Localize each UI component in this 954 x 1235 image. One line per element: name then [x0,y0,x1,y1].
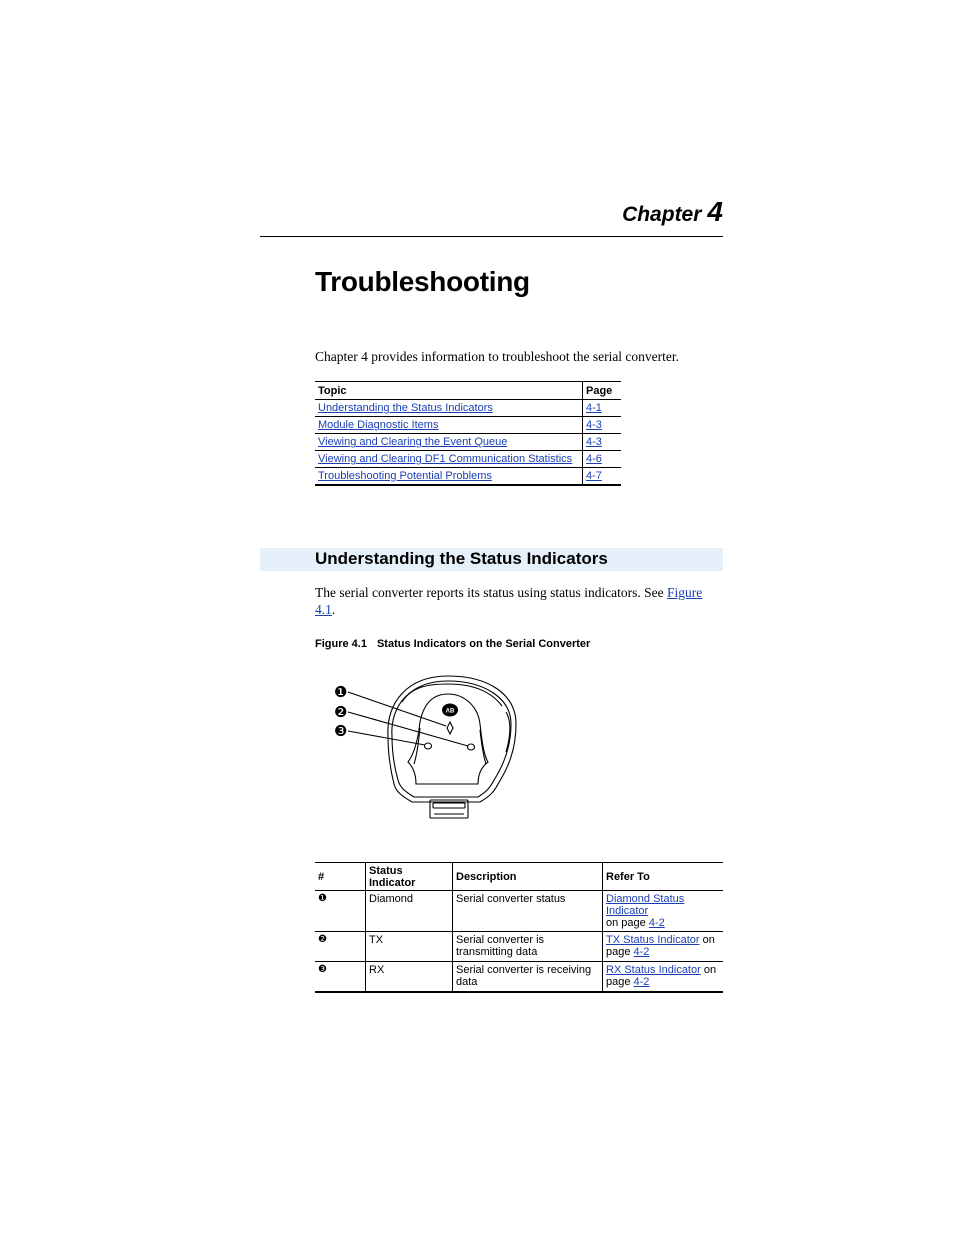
indicator-description: Serial converter status [453,891,603,932]
ref-mid: on page [606,917,649,929]
ref-page-link[interactable]: 4-2 [633,946,650,958]
indicator-name: Diamond [366,891,453,932]
ref-mid: on page [606,934,715,958]
ref-link-tx[interactable]: TX Status Indicator [606,934,700,946]
intro-paragraph: Chapter 4 provides information to troubleshoot the serial converter. [315,349,680,364]
row-number: ❷ [315,932,366,962]
ref-mid: on page [606,964,717,988]
topic-link-diagnostic-items[interactable]: Module Diagnostic Items [318,419,439,431]
table-row [315,434,621,451]
indicator-table [315,862,723,993]
table-row [315,962,723,993]
page-link[interactable]: 4-1 [586,402,602,414]
table-row [315,400,621,417]
row-number: ❶ [315,891,366,932]
callout-2-icon: ❷ [334,703,348,721]
table-row [315,468,621,486]
ref-page-link[interactable]: 4-2 [648,917,665,929]
indicator-name: RX [366,962,453,993]
table-row [315,451,621,468]
topic-table-header [315,382,621,400]
section-body [315,584,723,618]
section-heading: Understanding the Status Indicators [315,549,608,568]
body-text: The serial converter reports its status using status indicators. See [315,585,668,600]
figure-caption-text: Status Indicators on the Serial Converter [376,638,591,650]
page-link[interactable]: 4-6 [586,453,602,465]
topic-header: Topic [315,382,583,400]
figure-link[interactable]: Figure 4.1 [315,585,703,617]
callout-3-icon: ❸ [334,722,348,740]
description-header: Description [453,863,603,891]
refer-header: Refer To [603,863,724,891]
num-header: # [315,863,366,891]
ref-page-link[interactable]: 4-2 [633,976,650,988]
topic-link-potential-problems[interactable]: Troubleshooting Potential Problems [318,470,492,482]
chapter-label [560,196,723,228]
topic-link-status-indicators[interactable]: Understanding the Status Indicators [318,402,493,414]
page-header: Page [583,382,622,400]
table-row [315,891,723,932]
page-link[interactable]: 4-7 [586,470,602,482]
callout-1-icon: ❶ [334,683,348,701]
figure-caption [315,638,590,650]
indicator-header: Status Indicator [366,863,453,891]
row-number: ❸ [315,962,366,993]
chapter-word: Chapter [622,203,702,226]
topic-table [315,381,621,486]
body-suffix: . [331,602,336,617]
indicator-description: Serial converter is transmitting data [453,932,603,962]
refer-to-cell [603,891,724,932]
refer-to-cell [603,962,724,993]
chapter-number: 4 [707,196,723,227]
ref-link-diamond[interactable]: Diamond Status Indicator [606,893,685,917]
page-title: Troubleshooting [315,266,530,297]
table-row [315,417,621,434]
chapter-rule [260,236,723,237]
indicator-description: Serial converter is receiving data [453,962,603,993]
indicator-name: TX [366,932,453,962]
page-link[interactable]: 4-3 [586,436,602,448]
indicator-table-header [315,863,723,891]
topic-link-df1-statistics[interactable]: Viewing and Clearing DF1 Communication Statistics [318,453,573,465]
page-link[interactable]: 4-3 [586,419,602,431]
refer-to-cell [603,932,724,962]
table-row [315,932,723,962]
topic-link-event-queue[interactable]: Viewing and Clearing the Event Queue [318,436,508,448]
serial-converter-figure [330,672,530,824]
figure-number: Figure 4.1 [315,638,367,650]
ab-logo-text: AB [445,708,455,715]
ref-link-rx[interactable]: RX Status Indicator [606,964,701,976]
